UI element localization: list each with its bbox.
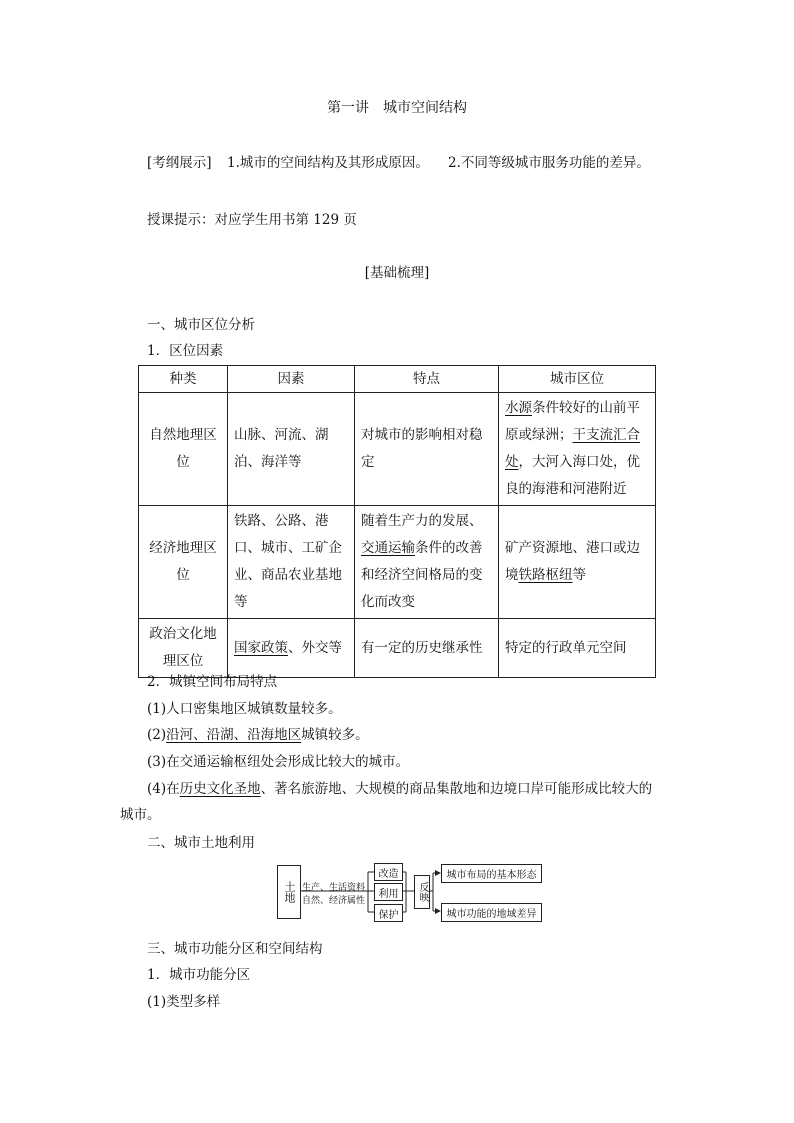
underlined-term: 铁路枢纽 (518, 567, 573, 583)
cell-text: 、外交等 (288, 639, 342, 656)
location-factors-table (138, 365, 656, 678)
outline-label: [考纲展示] (147, 155, 212, 171)
table-row (139, 393, 656, 506)
outline-item-2: 2.不同等级城市服务功能的差异。 (448, 155, 650, 171)
action-box-use: 利用 (374, 883, 403, 901)
table-header-cell: 城市区位 (499, 366, 656, 393)
table-cell-location: 特定的行政单元空间 (499, 619, 656, 678)
land-attribute-label: 自然、经济属性 (302, 896, 366, 906)
table-cell-feature: 有一定的历史继承性 (355, 619, 499, 678)
underlined-term: 干支流汇合处 (505, 427, 640, 470)
underlined-term: 历史文化圣地 (179, 781, 261, 797)
table-cell-kind: 政治文化地理区位 (139, 619, 228, 678)
paragraph (147, 723, 369, 743)
cell-text: 随着生产力的发展、 (361, 513, 483, 529)
section-label: [基础梳理] (364, 265, 430, 281)
land-box: 土地 (277, 865, 301, 919)
cell-text: 矿产资源地、港口或边境 (505, 540, 640, 583)
reflect-box: 反映 (414, 875, 430, 909)
table-cell-location (499, 506, 656, 619)
outcome-box-layout: 城市布局的基本形态 (441, 864, 542, 883)
table-cell-feature (355, 506, 499, 619)
paragraph: (1)人口密集地区城镇数量较多。 (147, 701, 342, 717)
action-box-protect: 保护 (374, 904, 403, 922)
section-2-heading: 二、城市土地利用 (147, 835, 255, 851)
table-cell-location (499, 393, 656, 506)
subsection-functional-zones: 1．城市功能分区 (147, 967, 251, 983)
outcome-box-function: 城市功能的地域差异 (441, 903, 542, 922)
table-cell-factor: 山脉、河流、湖泊、海洋等 (228, 393, 355, 506)
lesson-hint: 授课提示：对应学生用书第 129 页 (147, 212, 357, 228)
subsection-location-factors: 1．区位因素 (147, 343, 224, 359)
land-use-diagram (273, 861, 543, 923)
table-header-cell: 种类 (139, 366, 228, 393)
outline-item-1: 1.城市的空间结构及其形成原因。 (227, 155, 429, 171)
cell-text: 条件较好的山前平原或绿洲； (505, 400, 640, 443)
underlined-term: 国家政策 (234, 639, 288, 656)
underlined-term: 交通运输 (361, 540, 415, 556)
table-cell-factor: 铁路、公路、港口、城市、工矿企业、商品农业基地等 (228, 506, 355, 619)
paragraph (147, 777, 652, 797)
paragraph: (1)类型多样 (147, 994, 221, 1010)
table-header-row (139, 366, 656, 393)
table-cell-feature: 对城市的影响相对稳定 (355, 393, 499, 506)
table-row (139, 619, 656, 678)
paragraph: (3)在交通运输枢纽处会形成比较大的城市。 (147, 754, 410, 770)
table-cell-factor (228, 619, 355, 678)
table-header-cell: 特点 (355, 366, 499, 393)
page-title: 第一讲 城市空间结构 (327, 100, 467, 116)
underlined-term: 沿河、沿湖、沿海地区 (166, 727, 302, 743)
table-header-cell: 因素 (228, 366, 355, 393)
section-1-heading: 一、城市区位分析 (147, 317, 255, 333)
paragraph-continuation: 城市。 (120, 807, 161, 823)
table-row (139, 506, 656, 619)
cell-text: 条件的改善和经济空间格局的变化而改变 (361, 540, 483, 610)
land-attribute-label: 生产、生活资料 (302, 883, 366, 893)
action-box-transform: 改造 (374, 863, 403, 881)
subsection-town-layout: 2．城镇空间布局特点 (147, 674, 278, 690)
section-3-heading: 三、城市功能分区和空间结构 (147, 941, 323, 957)
paragraph-text: (4)在 (147, 781, 180, 797)
cell-text: 等 (572, 567, 586, 583)
paragraph-text: 、著名旅游地、大规模的商品集散地和边境口岸可能形成比较大的 (260, 781, 653, 797)
underlined-term: 水源 (505, 400, 532, 416)
paragraph-text: 城镇较多。 (301, 727, 369, 743)
table-cell-kind: 自然地理区位 (139, 393, 228, 506)
cell-text: ，大河入海口处，优良的海港和河港附近 (505, 454, 640, 497)
paragraph-text: (2) (147, 727, 167, 743)
table-cell-kind: 经济地理区位 (139, 506, 228, 619)
